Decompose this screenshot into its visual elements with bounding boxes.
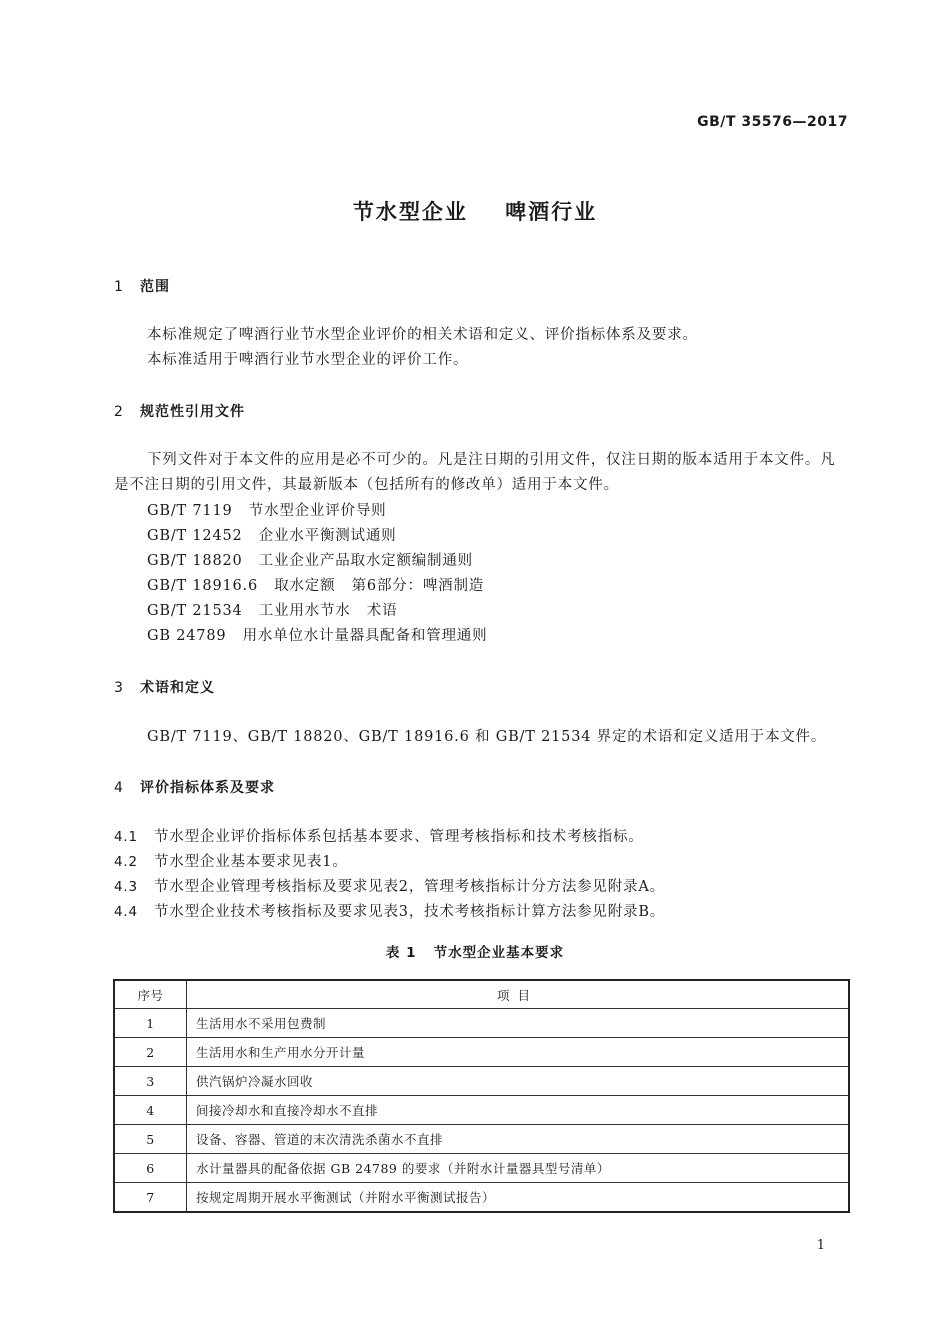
table-row <box>114 1038 849 1067</box>
clause-4-1 <box>114 825 644 846</box>
table-header-row <box>114 980 849 1009</box>
row-item: 供汽锅炉冷凝水回收 <box>187 1067 850 1096</box>
reference-item: GB/T 21534 工业用水节水 术语 <box>147 603 398 619</box>
paragraph: 本标准适用于啤酒行业节水型企业的评价工作。 <box>147 352 469 368</box>
section-title: 术语和定义 <box>140 680 215 696</box>
section-title: 规范性引用文件 <box>140 404 245 420</box>
row-item: 生活用水不采用包费制 <box>187 1009 850 1038</box>
row-number: 5 <box>114 1125 187 1154</box>
row-item: 水计量器具的配备依据 GB 24789 的要求（并附水计量器具型号清单） <box>187 1154 850 1183</box>
section-3-heading <box>114 677 215 697</box>
row-number: 4 <box>114 1096 187 1125</box>
row-number: 2 <box>114 1038 187 1067</box>
clause-4-3 <box>114 875 665 896</box>
header-serial-no: 序号 <box>114 980 187 1009</box>
reference-item: GB 24789 用水单位水计量器具配备和管理通则 <box>147 628 488 644</box>
table-caption: 表 1 节水型企业基本要求 <box>385 945 565 961</box>
section-number: 2 <box>114 404 124 420</box>
section-number: 4 <box>114 780 124 796</box>
table-row <box>114 1125 849 1154</box>
standard-code: GB/T 35576—2017 <box>697 114 848 130</box>
clause-number: 4.1 <box>114 829 138 845</box>
table-row <box>114 1009 849 1038</box>
clause-text: 节水型企业技术考核指标及要求见表3，技术考核指标计算方法参见附录B。 <box>154 904 666 920</box>
section-title: 范围 <box>140 279 170 295</box>
row-item: 间接冷却水和直接冷却水不直排 <box>187 1096 850 1125</box>
clause-number: 4.3 <box>114 879 138 895</box>
clause-text: 节水型企业基本要求见表1。 <box>154 854 348 870</box>
reference-item: GB/T 18820 工业企业产品取水定额编制通则 <box>147 553 473 569</box>
paragraph: 下列文件对于本文件的应用是必不可少的。凡是注日期的引用文件，仅注日期的版本适用于本文件。凡是不注日期的引用文件，其最新版本（包括所有的修改单）适用于本文件。 <box>114 452 836 493</box>
table-row <box>114 1183 849 1213</box>
row-number: 3 <box>114 1067 187 1096</box>
clause-number: 4.4 <box>114 904 138 920</box>
clause-4-4 <box>114 900 665 921</box>
clause-4-2 <box>114 850 348 871</box>
requirements-table <box>113 979 850 1213</box>
row-number: 6 <box>114 1154 187 1183</box>
reference-item: GB/T 7119 节水型企业评价导则 <box>147 503 387 519</box>
page-number: 1 <box>816 1238 825 1253</box>
row-number: 1 <box>114 1009 187 1038</box>
document-title: 节水型企业 啤酒行业 <box>352 200 598 224</box>
row-item: 按规定周期开展水平衡测试（并附水平衡测试报告） <box>187 1183 850 1213</box>
section-number: 1 <box>114 279 124 295</box>
clause-number: 4.2 <box>114 854 138 870</box>
section-number: 3 <box>114 680 124 696</box>
section-2-heading <box>114 401 245 421</box>
reference-item: GB/T 12452 企业水平衡测试通则 <box>147 528 397 544</box>
header-item: 项目 <box>187 980 850 1009</box>
table-row <box>114 1067 849 1096</box>
section-1-heading <box>114 276 170 296</box>
section-4-heading <box>114 777 275 797</box>
clause-text: 节水型企业评价指标体系包括基本要求、管理考核指标和技术考核指标。 <box>154 829 644 845</box>
table-row <box>114 1154 849 1183</box>
row-item: 设备、容器、管道的末次清洗杀菌水不直排 <box>187 1125 850 1154</box>
paragraph: 本标准规定了啤酒行业节水型企业评价的相关术语和定义、评价指标体系及要求。 <box>147 327 698 343</box>
section-title: 评价指标体系及要求 <box>140 780 275 796</box>
clause-text: 节水型企业管理考核指标及要求见表2，管理考核指标计分方法参见附录A。 <box>154 879 665 895</box>
row-number: 7 <box>114 1183 187 1213</box>
row-item: 生活用水和生产用水分开计量 <box>187 1038 850 1067</box>
paragraph: GB/T 7119、GB/T 18820、GB/T 18916.6 和 GB/T 21534 界定的术语和定义适用于本文件。 <box>147 729 827 745</box>
table-row <box>114 1096 849 1125</box>
reference-item: GB/T 18916.6 取水定额 第6部分：啤酒制造 <box>147 578 485 594</box>
